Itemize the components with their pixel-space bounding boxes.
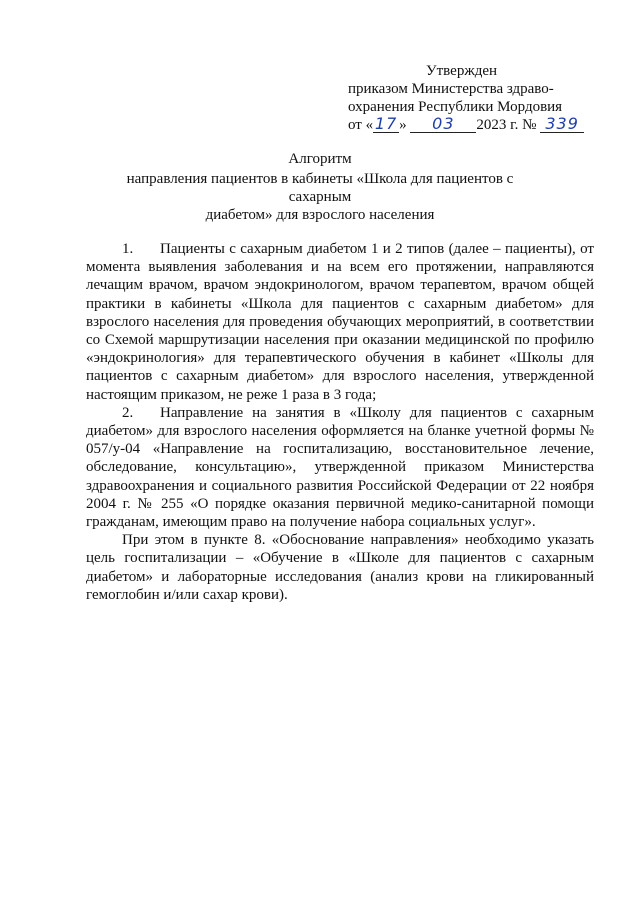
order-number-blank	[540, 114, 584, 133]
document-title: Алгоритм	[288, 151, 352, 167]
order-number-handwritten: 339	[545, 114, 579, 133]
paragraph-3-text: При этом в пункте 8. «Обоснование направления» необходимо указать цель госпитализации – «Обучение в «Школе для пациентов с сахарным диабетом» и лабораторные исследования (анализ крови на гликированный гемоглобин и/или сахар крови).	[86, 532, 594, 603]
paragraph-2	[86, 404, 594, 531]
approval-line-1: приказом Министерства здраво-	[348, 81, 554, 97]
paragraph-1-text: Пациенты с сахарным диабетом 1 и 2 типов (далее – пациенты), от момента выявления заболевания и на всем его протяжении, направляются лечащим врачом, врачом эндокринологом, врачом терапевтом, врачом общей практики в кабинеты «Школа для пациентов с сахарным диабетом» для взрослого населения для проведения обучающих мероприятий, в соответствии со Схемой маршрутизации населения при оказании медицинской по профилю «эндокринология» для терапевтического обучения в кабинет «Школы для пациентов с сахарным диабетом» для взрослого населения, утвержденной настоящим приказом, не реже 1 раза в 3 года;	[86, 241, 594, 403]
year-and-number-label: 2023 г. №	[476, 117, 537, 133]
approval-heading: Утвержден	[426, 63, 498, 79]
approval-date-number-row	[348, 116, 608, 134]
approval-stamp-block	[348, 62, 608, 134]
date-prefix: от «	[348, 117, 374, 133]
date-day-handwritten: 17	[374, 114, 398, 133]
date-month-handwritten: 03	[432, 114, 455, 133]
paragraph-2-text: Направление на занятия в «Школу для пациентов с сахарным диабетом» для взрослого населения оформляется на бланке учетной формы № 057/у-04 «Направление на госпитализацию, восстановительное лечение, обследование, консультацию», утвержденной приказом Министерства здравоохранения и социального развития Российской Федерации от 22 ноября 2004 г. № 255 «О порядке оказания первичной медико-санитарной помощи гражданам, имеющим право на получение набора социальных услуг».	[86, 404, 594, 531]
document-subtitle-line-2: диабетом» для взрослого населения	[205, 207, 435, 223]
paragraph-1	[86, 240, 594, 404]
paragraph-2-number: 2.	[122, 404, 134, 421]
date-quote-close: »	[399, 117, 407, 133]
document-body	[86, 240, 594, 604]
document-title-block	[100, 150, 540, 224]
approval-line-2: охранения Республики Мордовия	[348, 99, 563, 115]
paragraph-1-number: 1.	[122, 241, 134, 257]
paragraph-3	[86, 531, 594, 604]
date-day-blank	[373, 114, 399, 133]
document-subtitle-line-1: направления пациентов в кабинеты «Школа для пациентов с сахарным	[126, 171, 514, 205]
date-month-blank	[410, 114, 476, 133]
